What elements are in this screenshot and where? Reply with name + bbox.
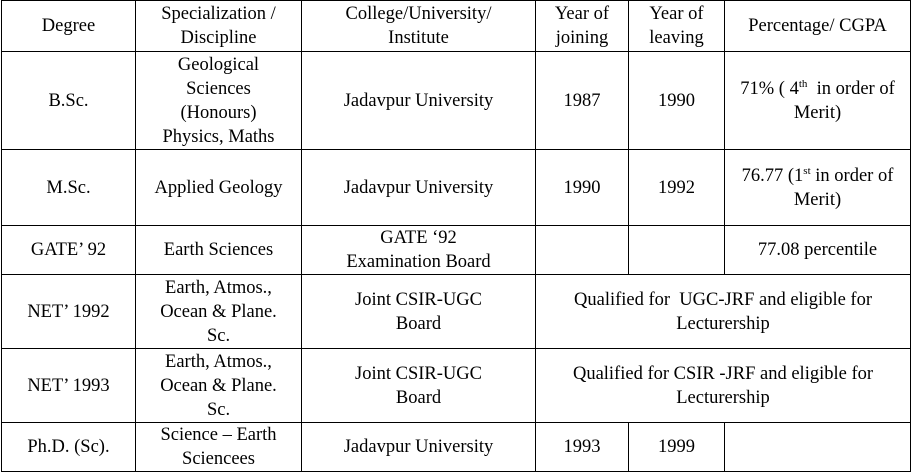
score-rank-end: Merit)	[793, 189, 842, 210]
header-specialization: Specialization / Discipline	[136, 1, 302, 52]
header-degree: Degree	[2, 1, 136, 52]
cell-degree: NET’ 1993	[2, 349, 136, 423]
score-rank: ( 4th in order of	[778, 77, 895, 99]
cell-specialization: Geological Sciences (Honours) Physics, Maths	[136, 52, 302, 150]
score-rank: (1st in order of	[787, 164, 894, 186]
header-institute: College/University/ Institute	[302, 1, 536, 52]
cell-specialization: Science – Earth Sciencees	[136, 423, 302, 472]
cell-year-leaving	[629, 226, 725, 275]
header-year-joining: Year of joining	[536, 1, 629, 52]
cell-score	[725, 423, 911, 472]
cell-institute: Jadavpur University	[302, 150, 536, 226]
cell-degree: Ph.D. (Sc).	[2, 423, 136, 472]
cell-specialization: Earth Sciences	[136, 226, 302, 275]
table-row	[2, 226, 911, 275]
cell-degree: B.Sc.	[2, 52, 136, 150]
cell-score	[725, 52, 911, 150]
cell-degree: GATE’ 92	[2, 226, 136, 275]
header-year-leaving: Year of leaving	[629, 1, 725, 52]
cell-institute: GATE ‘92 Examination Board	[302, 226, 536, 275]
cell-degree: NET’ 1992	[2, 275, 136, 349]
table-row	[2, 423, 911, 472]
cell-institute: Joint CSIR-UGC Board	[302, 349, 536, 423]
table-header-row	[2, 1, 911, 52]
cell-score	[725, 150, 911, 226]
cell-institute: Joint CSIR-UGC Board	[302, 275, 536, 349]
education-table	[1, 0, 911, 472]
table-row	[2, 349, 911, 423]
cell-degree: M.Sc.	[2, 150, 136, 226]
cell-year-joining: 1993	[536, 423, 629, 472]
score-value: 76.77	[741, 165, 784, 186]
cell-year-leaving: 1990	[629, 52, 725, 150]
cell-year-leaving: 1999	[629, 423, 725, 472]
table-row	[2, 275, 911, 349]
cell-score: 77.08 percentile	[725, 226, 911, 275]
table-row	[2, 150, 911, 226]
cell-year-joining	[536, 226, 629, 275]
cell-qualification-note: Qualified for CSIR -JRF and eligible for Lecturership	[536, 349, 911, 423]
cell-qualification-note: Qualified for UGC-JRF and eligible for Lecturership	[536, 275, 911, 349]
score-rank-end: Merit)	[793, 102, 842, 123]
cell-specialization: Applied Geology	[136, 150, 302, 226]
score-value: 71%	[740, 78, 775, 99]
cell-year-joining: 1987	[536, 52, 629, 150]
table-row	[2, 52, 911, 150]
cell-specialization: Earth, Atmos., Ocean & Plane. Sc.	[136, 275, 302, 349]
cell-year-leaving: 1992	[629, 150, 725, 226]
cell-institute: Jadavpur University	[302, 52, 536, 150]
cell-specialization: Earth, Atmos., Ocean & Plane. Sc.	[136, 349, 302, 423]
cell-institute: Jadavpur University	[302, 423, 536, 472]
header-percentage: Percentage/ CGPA	[725, 1, 911, 52]
cell-year-joining: 1990	[536, 150, 629, 226]
